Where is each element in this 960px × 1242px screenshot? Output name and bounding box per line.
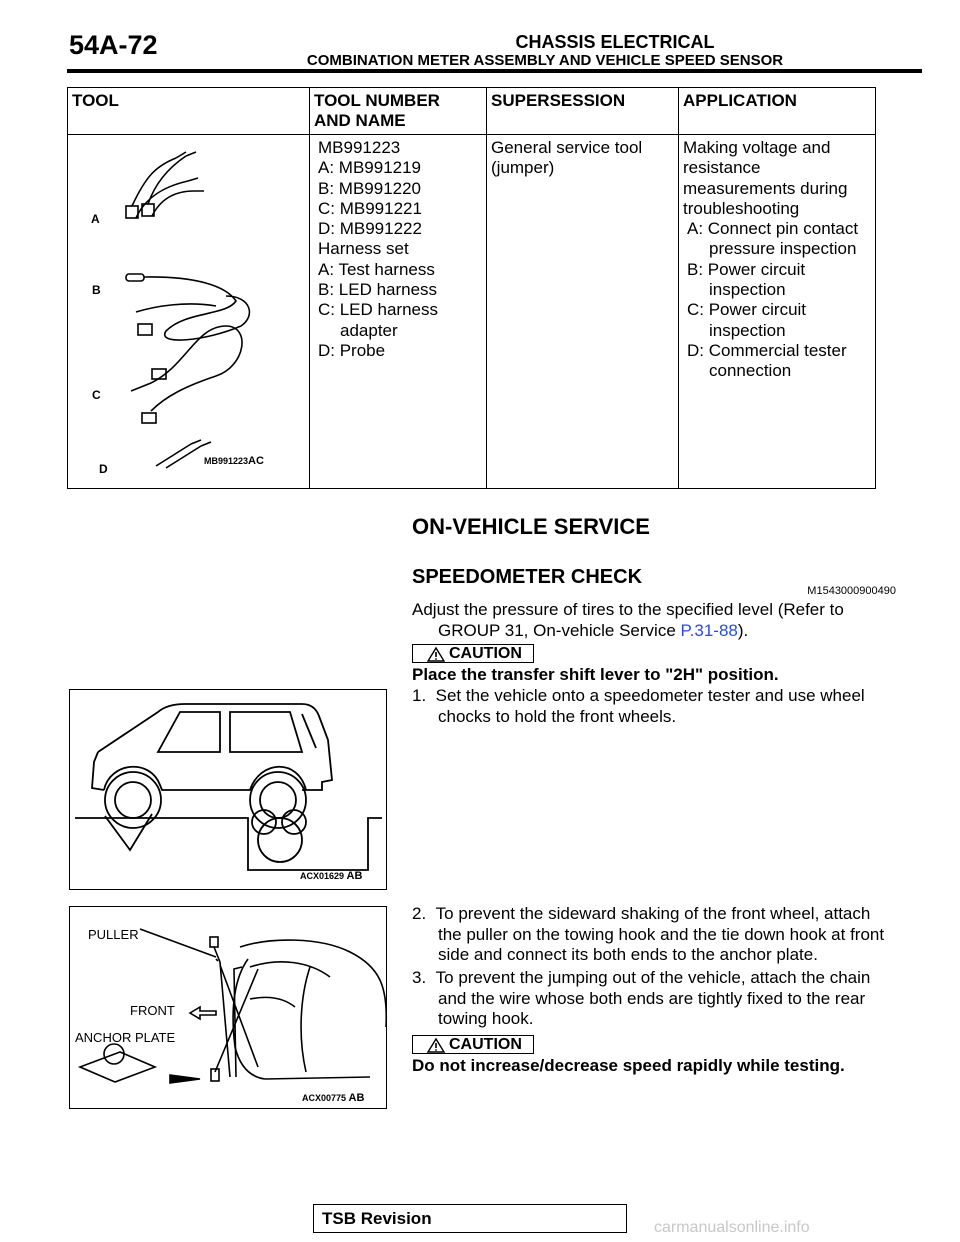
section-code: M1543000900490 <box>807 585 896 597</box>
application-cell: Making voltage and resistance measurements during troubleshooting A: Connect pin contact pressure inspection B: Power circuit inspection C: Power circuit inspection D: Commercial tester connection <box>683 138 859 381</box>
puller-anchor-figure <box>69 906 387 1109</box>
warning-icon <box>427 1038 445 1053</box>
header-application: APPLICATION <box>683 91 797 110</box>
tool-table <box>67 87 876 489</box>
watermark: carmanualsonline.info <box>654 1219 810 1236</box>
header-supersession: SUPERSESSION <box>491 91 626 110</box>
tsb-revision-label: TSB Revision <box>322 1209 432 1228</box>
front-label: FRONT <box>130 1003 175 1018</box>
header-tool-number: TOOL NUMBER AND NAME <box>314 91 440 130</box>
page-code: 54A-72 <box>69 30 158 60</box>
step-2: 2. To prevent the sideward shaking of the front wheel, attach the puller on the towing hook and the tie down hook at front side and connect its both ends to the anchor plate. <box>412 904 885 964</box>
tool-label-d: D <box>99 462 108 476</box>
header-rule <box>67 69 922 73</box>
speedometer-check-heading: SPEEDOMETER CHECK <box>412 566 643 588</box>
header-tool: TOOL <box>72 91 119 110</box>
caution-text: Do not increase/decrease speed rapidly while testing. <box>412 1056 845 1075</box>
tool-number-cell: MB991223 A: MB991219 B: MB991220 C: MB991221 D: MB991222 Harness set A: Test harness B: LED harness C: LED harness adapter D: Probe <box>318 138 438 360</box>
puller-anchor-illustration <box>70 907 386 1108</box>
speedometer-tester-figure <box>69 689 387 890</box>
caution-text: Place the transfer shift lever to "2H" position. <box>412 665 779 684</box>
intro-paragraph: Adjust the pressure of tires to the specified level (Refer to GROUP 31, On-vehicle Service P.31-88). <box>412 600 844 640</box>
supersession-cell: General service tool (jumper) <box>491 138 643 178</box>
figure-code: ACX01629 AB <box>300 870 363 882</box>
table-col-divider <box>678 88 679 488</box>
tool-label-b: B <box>92 283 101 297</box>
table-col-divider <box>309 88 310 488</box>
figure-code: ACX00775 AB <box>302 1092 365 1104</box>
section-title: CHASSIS ELECTRICAL <box>515 32 715 52</box>
caution-box <box>412 644 534 663</box>
puller-label: PULLER <box>88 927 139 942</box>
vehicle-on-tester-illustration <box>70 690 386 889</box>
on-vehicle-service-heading: ON-VEHICLE SERVICE <box>412 514 650 539</box>
tool-label-a: A <box>91 212 100 226</box>
warning-icon <box>427 647 445 662</box>
tool-label-c: C <box>92 388 101 402</box>
caution-label: CAUTION <box>449 1036 522 1053</box>
reference-link[interactable]: P.31-88 <box>680 620 738 640</box>
step-1: 1. Set the vehicle onto a speedometer tester and use wheel chocks to hold the front wheels. <box>412 686 865 726</box>
tool-figure-code: MB991223AC <box>204 455 264 467</box>
section-subtitle: COMBINATION METER ASSEMBLY AND VEHICLE SPEED SENSOR <box>306 52 784 69</box>
table-col-divider <box>486 88 487 488</box>
anchor-plate-label: ANCHOR PLATE <box>75 1030 176 1045</box>
step-3: 3. To prevent the jumping out of the vehicle, attach the chain and the wire whose both ends are tightly fixed to the rear towing hook. <box>412 968 871 1028</box>
table-header-divider <box>68 134 875 135</box>
caution-box <box>412 1035 534 1054</box>
caution-label: CAUTION <box>449 645 522 662</box>
tool-illustration <box>76 136 301 476</box>
